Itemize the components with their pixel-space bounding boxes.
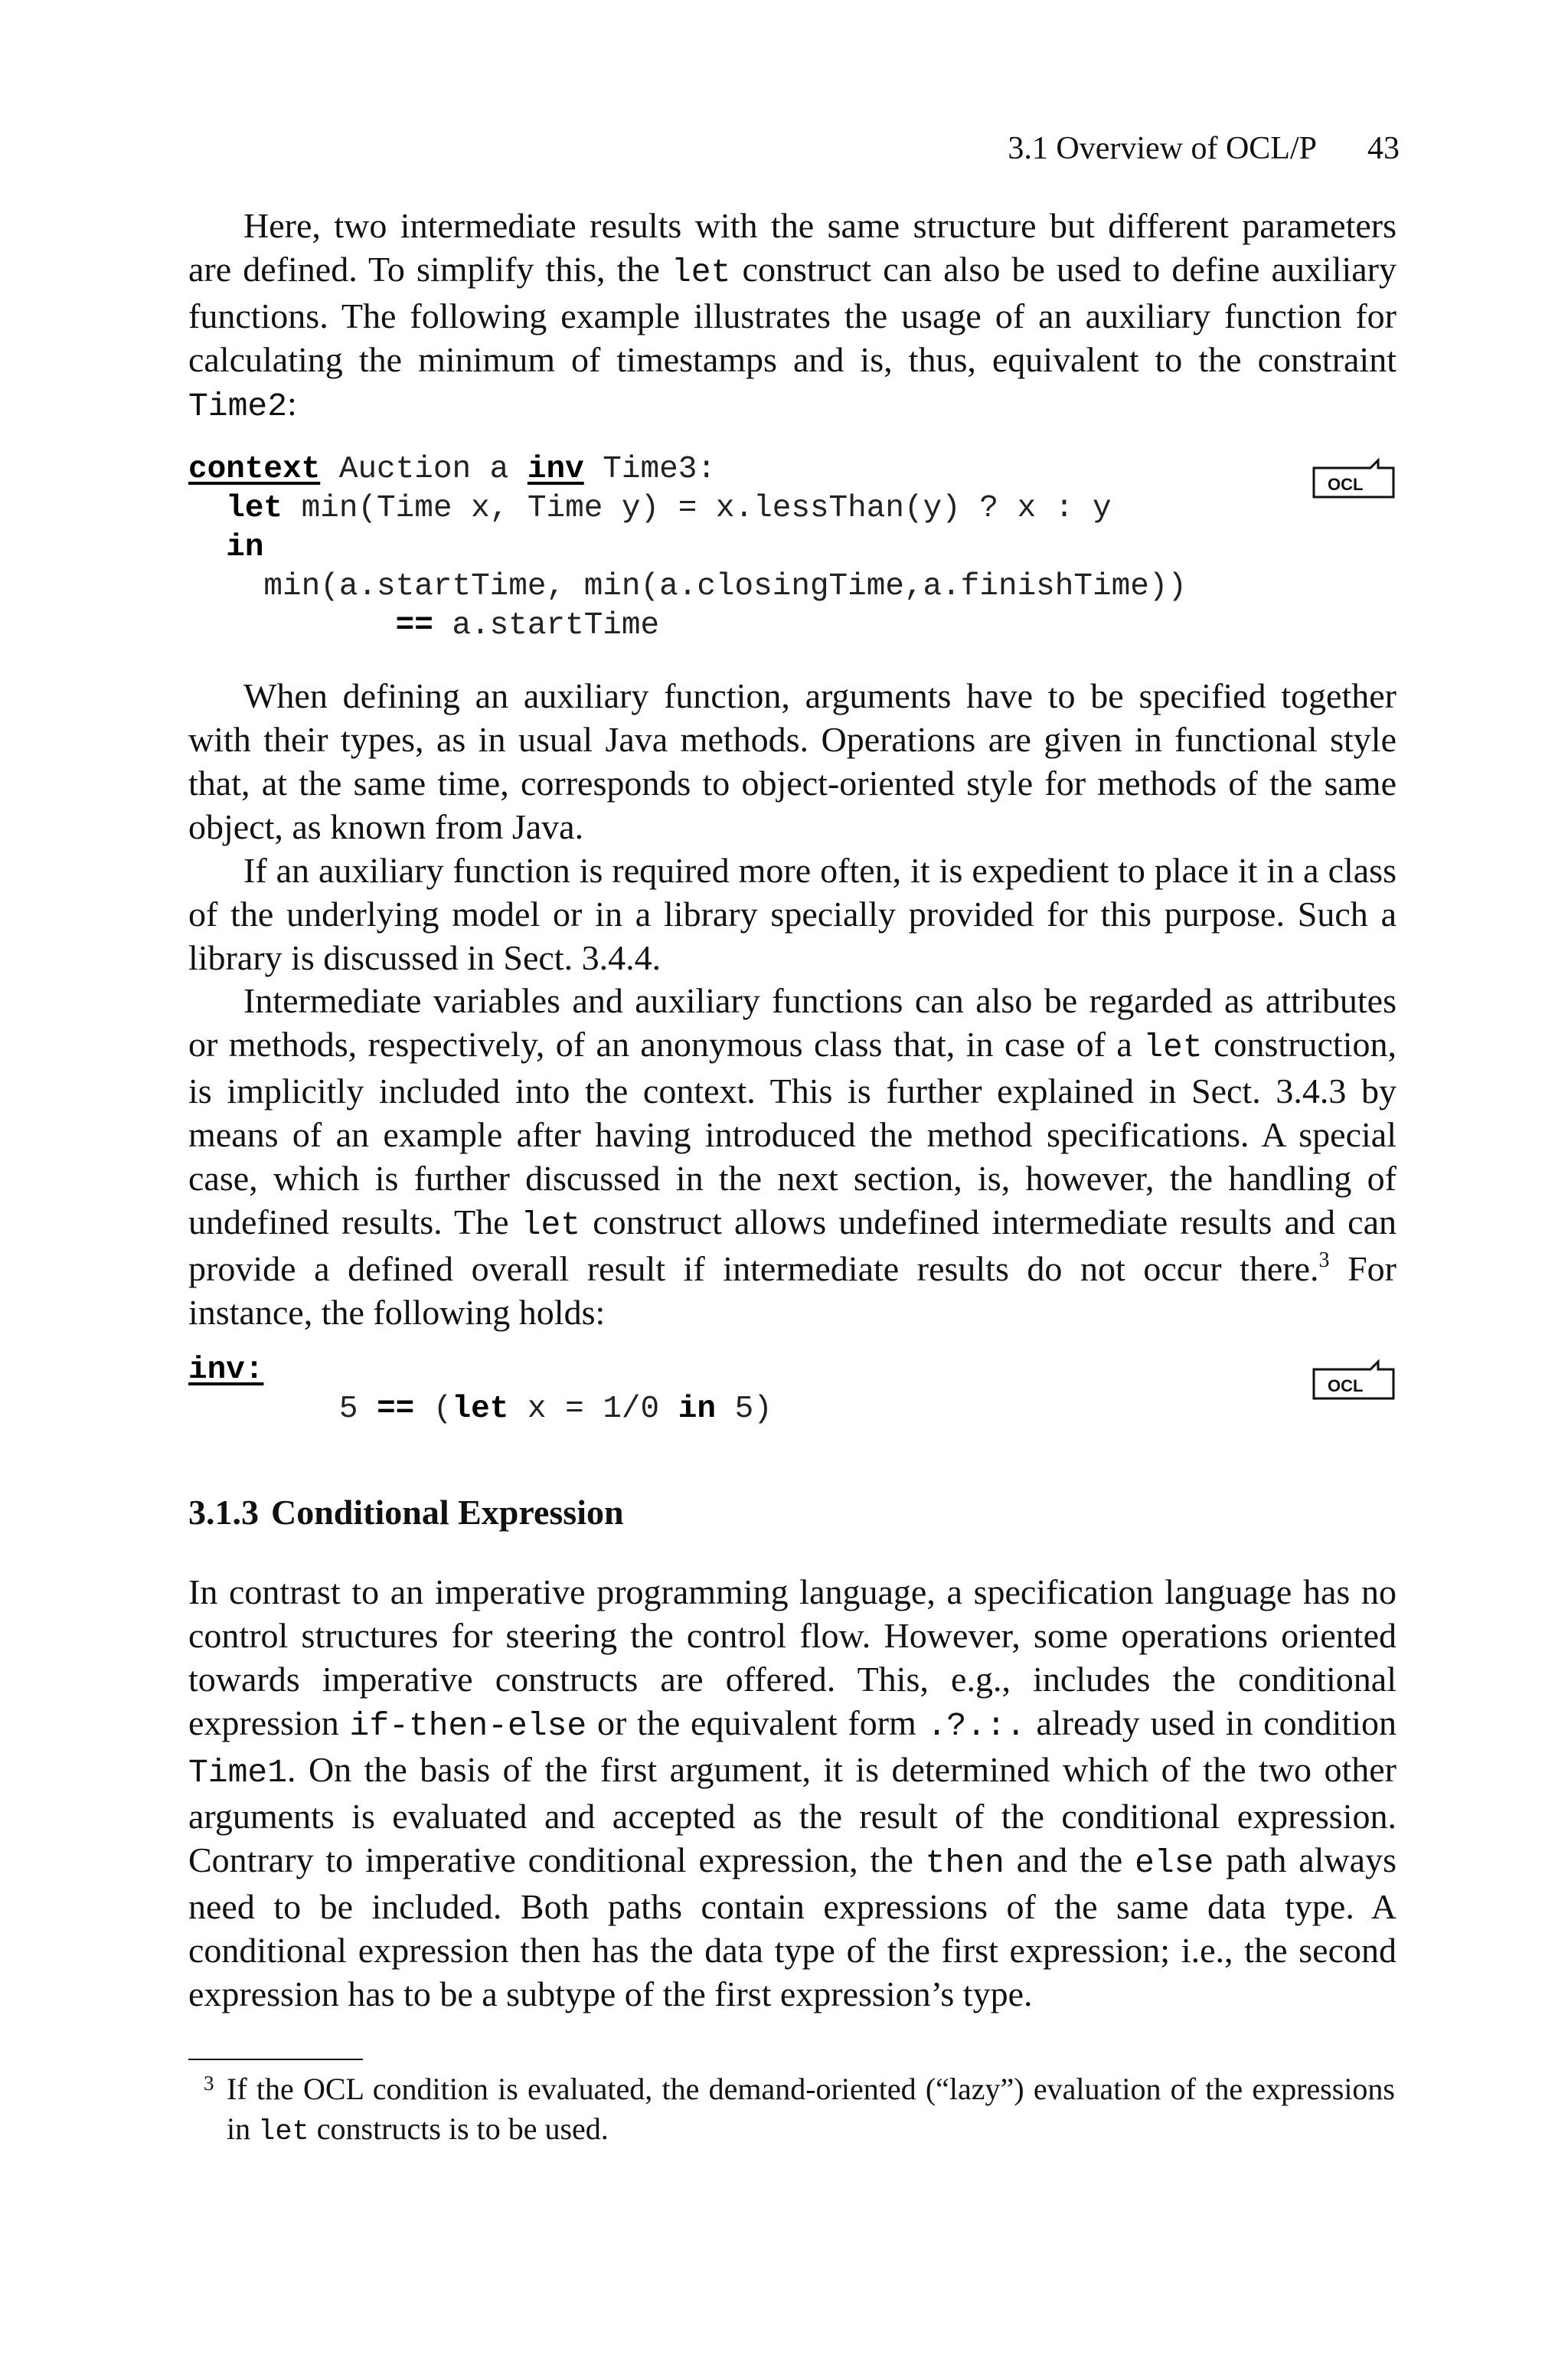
section-number: 3.1.3	[188, 1493, 259, 1532]
text-run: For instance, the following holds:	[188, 1249, 1396, 1332]
code-text: min(a.startTime, min(a.closingTime,a.finishTime))	[263, 569, 1187, 604]
text-run: constructs is to be used.	[309, 2111, 609, 2146]
text-run: or the equivalent form	[586, 1703, 927, 1742]
footnote-mark: 3	[204, 2072, 214, 2095]
text-run: construction, is implicitly included into the context. This is further explained in Sect. 3.4.3 by means of an example after having introduced the method specifications. A special case, which is further discussed in the next section, is, however, the handling of undefined results. The	[188, 1025, 1396, 1241]
keyword-in: in	[226, 530, 264, 565]
code-text: min(Time x, Time y) = x.lessThan(y) ? x : y	[283, 491, 1112, 526]
paragraph-let-auxiliary-intro	[188, 204, 1396, 428]
inline-code: let	[671, 254, 731, 291]
text-run: Intermediate variables and auxiliary functions can also be regarded as attributes or methods, respectively, of an anonymous class that, in case of a	[188, 981, 1396, 1064]
text-run: construct allows undefined intermediate results and can provide a defined overall result if intermediate results do not occur there.	[188, 1202, 1397, 1288]
keyword-inv: inv	[527, 452, 584, 487]
ocl-badge-label: OCL	[1328, 1376, 1364, 1395]
footnote-reference: 3	[1318, 1248, 1330, 1272]
inline-code: else	[1135, 1844, 1214, 1882]
text-run: :	[287, 384, 297, 423]
inline-code: let	[1143, 1029, 1203, 1066]
inline-code: let	[258, 2116, 309, 2148]
inline-code: let	[521, 1206, 581, 1244]
code-text: 5)	[715, 1392, 773, 1427]
keyword-inv: inv:	[188, 1353, 264, 1388]
ocl-badge-icon	[1312, 457, 1395, 499]
inline-code: then	[925, 1844, 1004, 1882]
keyword-context: context	[188, 452, 321, 487]
paragraph-conditional-expression	[188, 1570, 1396, 2016]
code-listing-time3	[188, 450, 1187, 646]
text-run: Here, two intermediate results with the same structure but different parameters are defined. To simplify this, the	[188, 206, 1396, 289]
paragraph-intermediate-variables	[188, 979, 1396, 1334]
footnote	[204, 2069, 1395, 2152]
code-text: Time3:	[583, 452, 716, 487]
code-text: Auction a	[320, 452, 528, 487]
code-text: 5	[338, 1392, 377, 1427]
text-run: path always need to be included. Both paths contain expressions of the same data type. A conditional expression then has the data type of the first expression; i.e., the second expression has to be a subtype of the first expression’s type.	[188, 1840, 1396, 2013]
code-text: x = 1/0	[508, 1392, 678, 1427]
text-run: If the OCL condition is evaluated, the demand-oriented (“lazy”) evaluation of the expressions in	[227, 2072, 1395, 2146]
code-listing-let-undefined	[188, 1351, 773, 1429]
keyword-let: let	[226, 491, 283, 526]
paragraph-auxiliary-arguments: When defining an auxiliary function, arguments have to be specified together with their types, as in usual Java methods. Operations are given in functional style that, at the same time, corresponds to object-oriented style for methods of the same object, as known from Java.	[188, 676, 1396, 846]
text-run: . On the basis of the first argument, it is determined which of the two other arguments is evaluated and accepted as the result of the conditional expression. Contrary to imperative conditional expression, the	[188, 1750, 1396, 1879]
running-head	[188, 129, 1400, 168]
inline-code: .?.:.	[926, 1707, 1026, 1745]
footnote-rule	[188, 2059, 363, 2060]
inline-code: Time2	[188, 388, 288, 425]
operator-equals: ==	[377, 1392, 415, 1427]
text-run: and the	[1004, 1840, 1135, 1879]
code-text: a.startTime	[433, 608, 660, 643]
paragraph-auxiliary-library: If an auxiliary function is required more often, it is expedient to place it in a class of the underlying model or in a library specially provided for this purpose. Such a library is discussed in Sect. 3.4.4.	[188, 851, 1396, 977]
section-heading	[188, 1491, 624, 1534]
running-title: 3.1 Overview of OCL/P	[1008, 131, 1317, 166]
text-run: construct can also be used to define auxiliary functions. The following example illustrates the usage of an auxiliary function for calculating the minimum of timestamps and is, thus, equivalent to the constraint	[188, 250, 1397, 379]
operator-equals: ==	[395, 608, 433, 643]
text-run: already used in condition	[1025, 1703, 1396, 1742]
inline-code: if-then-else	[349, 1707, 587, 1745]
keyword-let: let	[452, 1392, 509, 1427]
keyword-in: in	[678, 1392, 716, 1427]
page-number: 43	[1367, 131, 1400, 166]
text-run: In contrast to an imperative programming language, a specification language has no control structures for steering the control flow. However, some operations oriented towards imperative constructs are offered. This, e.g., includes the conditional expression	[188, 1572, 1396, 1742]
code-text: (	[414, 1392, 452, 1427]
inline-code: Time1	[188, 1754, 288, 1791]
ocl-badge-icon	[1312, 1359, 1395, 1400]
ocl-badge-label: OCL	[1328, 475, 1364, 494]
section-title: Conditional Expression	[271, 1493, 624, 1532]
